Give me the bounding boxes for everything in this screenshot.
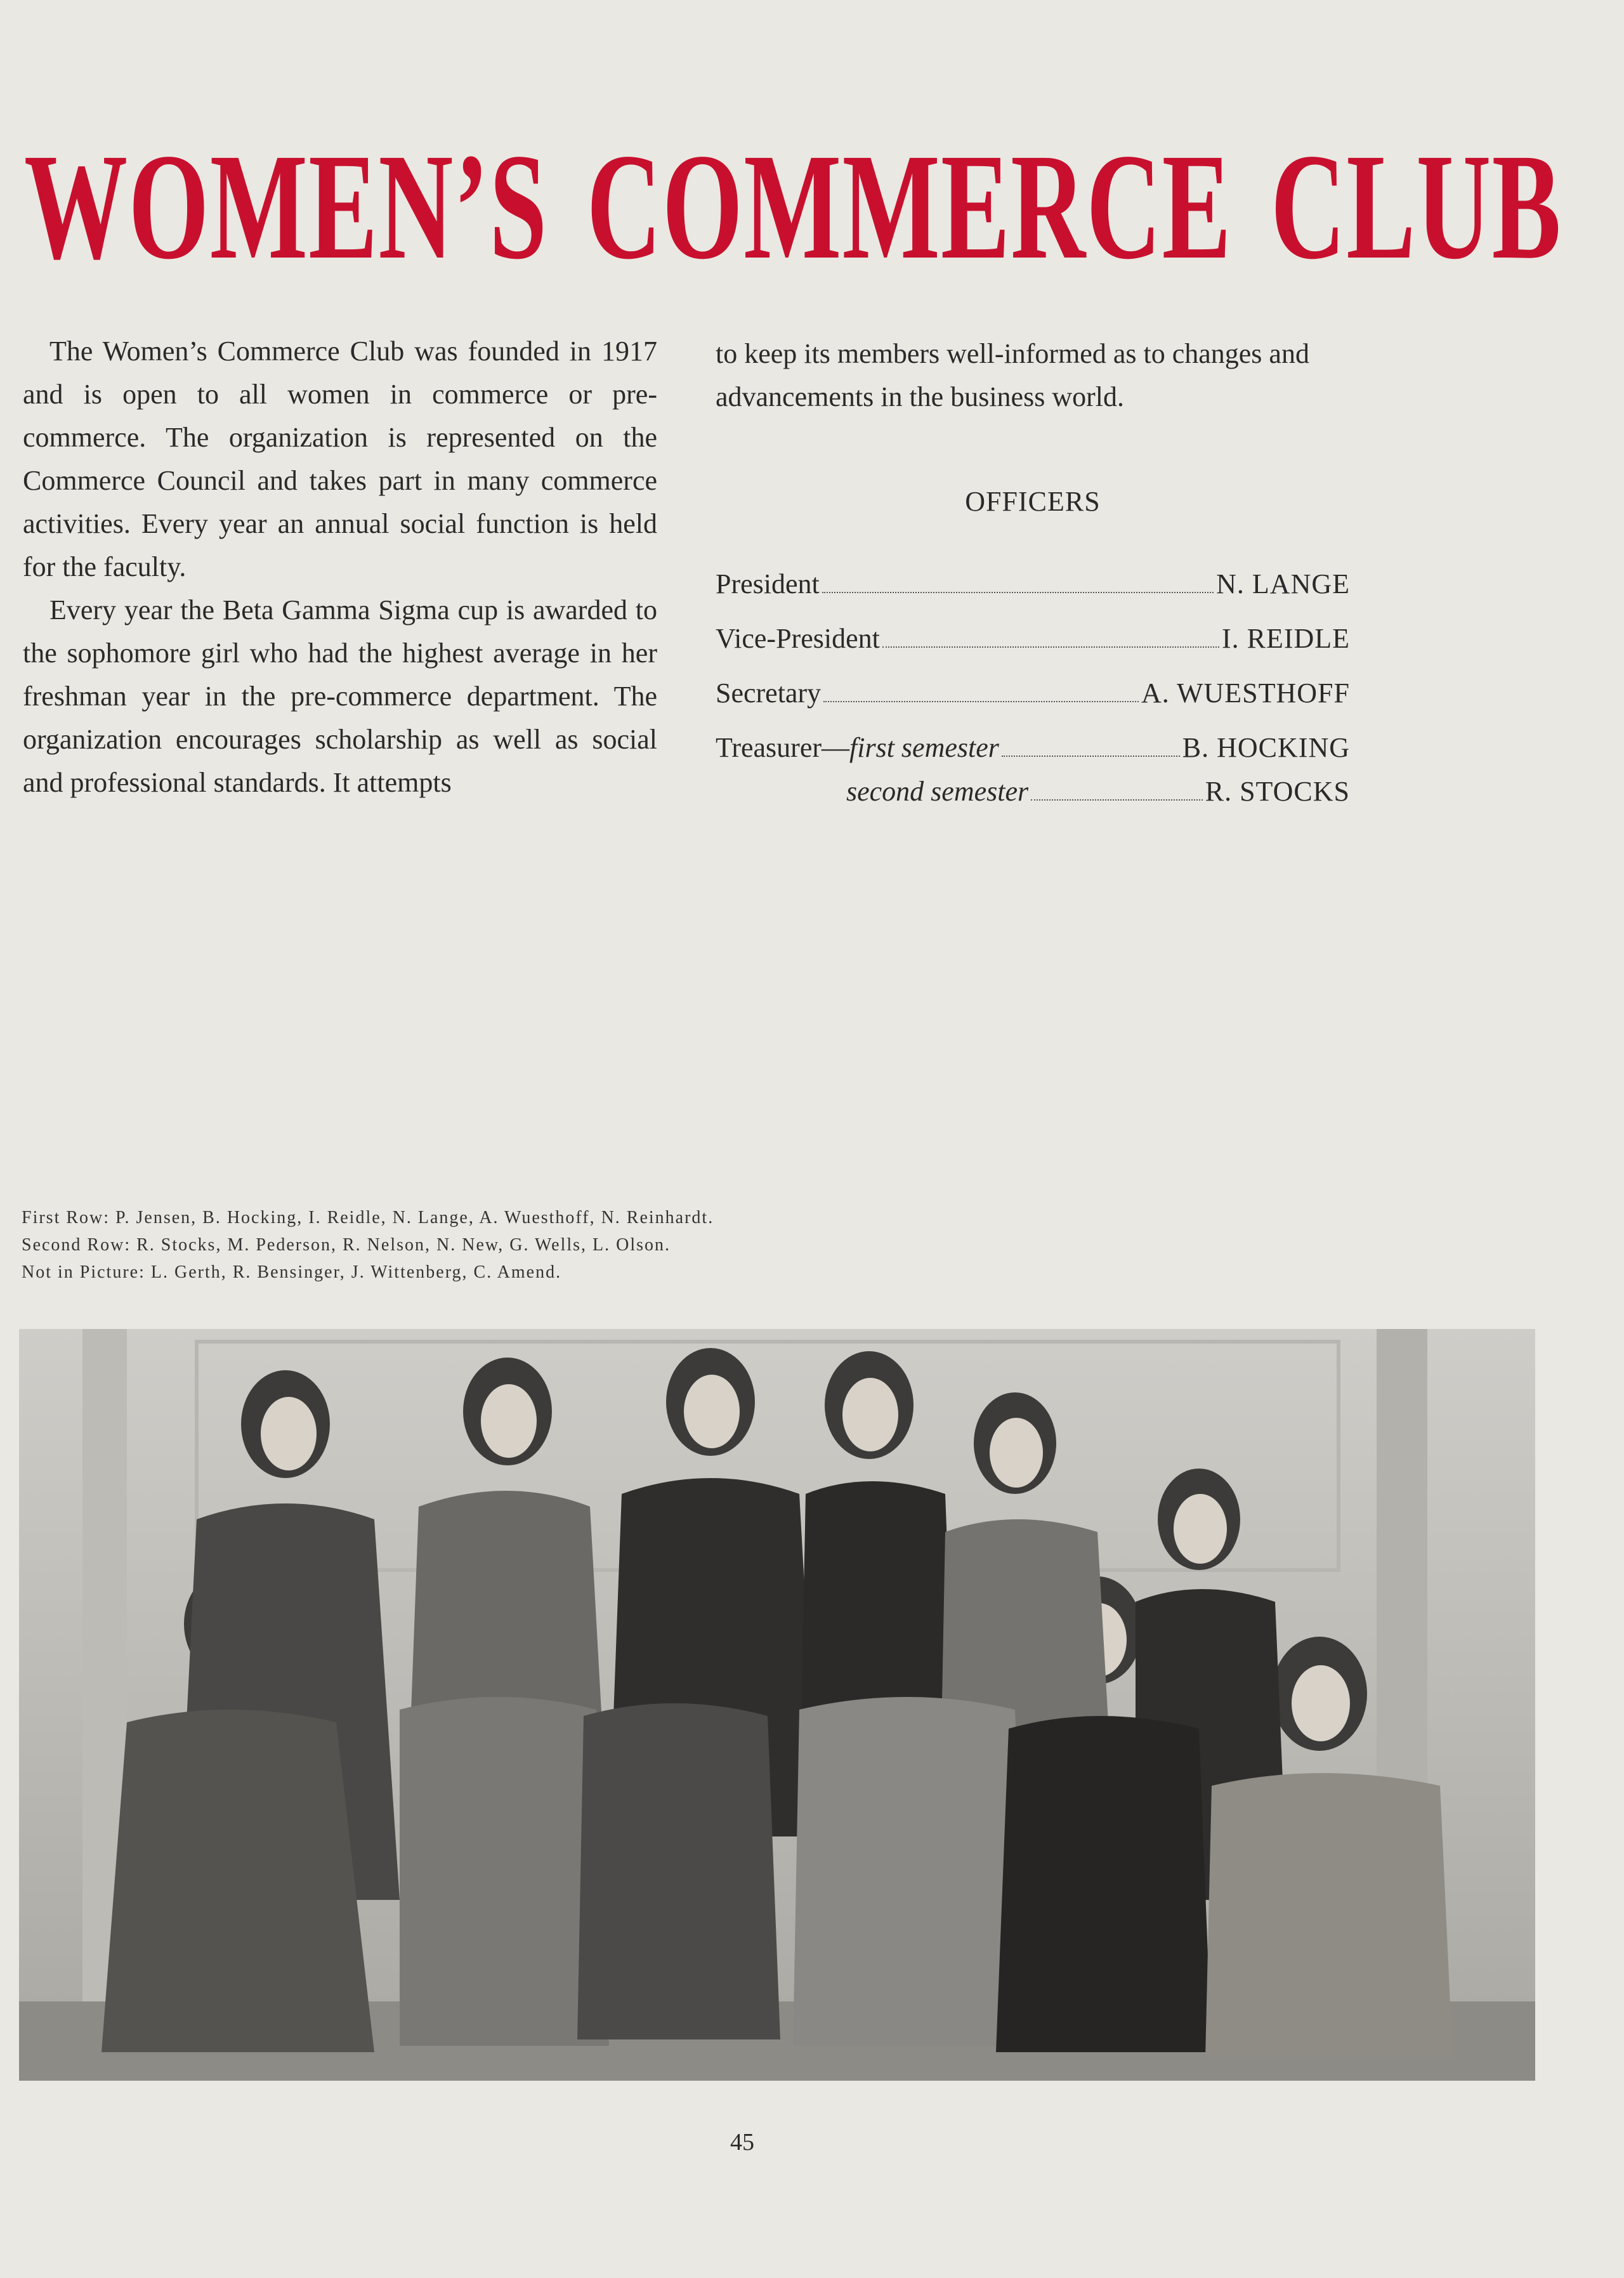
caption-not-in-picture: Not in Picture: L. Gerth, R. Bensinger, J. Wittenberg, C. Amend. [22,1262,562,1282]
leader-dots [882,625,1219,648]
officer-name: A. WUESTHOFF [1141,678,1350,709]
leader-dots [822,570,1214,593]
body-left-column [23,330,657,804]
body-right-column [716,332,1350,419]
caption-second-row: Second Row: R. Stocks, M. Pederson, R. Nelson, N. New, G. Wells, L. Olson. [22,1235,671,1255]
group-photo [19,1329,1535,2081]
body-paragraph-2: Every year the Beta Gamma Sigma cup is awarded to the sophomore girl who had the highest average in her freshman year in the pre-commerce department. The organization encourages scholarship as well as social and professional standards. It attempts [23,594,657,798]
officer-name: R. STOCKS [1205,776,1350,807]
officer-row-treasurer-first [716,731,1350,769]
officer-role: second semester [846,776,1029,807]
photo-caption [22,1204,973,1286]
officer-role: Secretary [716,678,822,709]
leader-dots [1031,778,1203,801]
officer-role-main: Treasurer— [716,732,849,763]
officer-row-treasurer-second [716,775,1350,813]
officers-heading: OFFICERS [965,486,1101,517]
officer-role: President [716,568,820,599]
officer-name: B. HOCKING [1182,732,1350,763]
officer-role-term: first semester [849,732,999,763]
title-word-1: WOMEN’S [24,122,548,291]
officer-role [716,731,999,764]
page-number: 45 [730,2129,754,2156]
officer-row-vice-president [716,622,1350,660]
leader-dots [823,679,1139,702]
officer-name: I. REIDLE [1221,623,1350,654]
group-photo-image [19,1329,1535,2081]
officer-name: N. LANGE [1216,568,1350,599]
body-paragraph-3: to keep its members well-informed as to changes and advancements in the business world. [716,338,1309,412]
officer-row-secretary [716,677,1350,715]
officer-role: Vice-President [716,623,880,654]
title-word-3: CLUB [1271,122,1562,291]
title-word-2: COMMERCE [586,122,1232,291]
leader-dots [1002,734,1180,757]
page-title [24,122,1562,291]
caption-first-row: First Row: P. Jensen, B. Hocking, I. Reidle, N. Lange, A. Wuesthoff, N. Reinhardt. [22,1208,714,1227]
officer-row-president [716,568,1350,606]
body-paragraph-1: The Women’s Commerce Club was founded in 1917 and is open to all women in commerce or pre-commerce. The organization is represented on the Commerce Council and takes part in many commerce activities. Every year an annual social function is held for the faculty. [23,336,657,582]
